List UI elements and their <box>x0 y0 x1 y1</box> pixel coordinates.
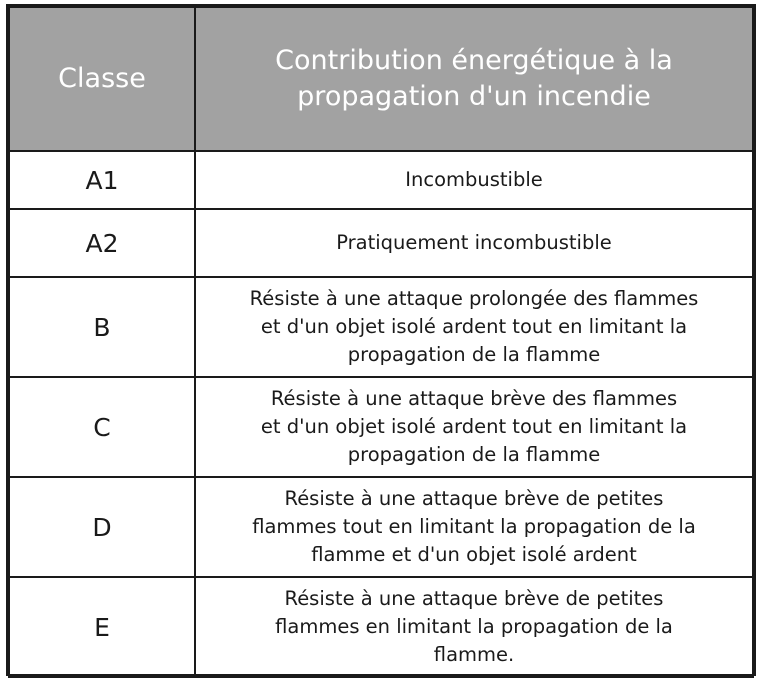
table-row <box>9 151 753 209</box>
header-class: Classe <box>9 7 195 151</box>
description-cell: Pratiquement incombustible <box>195 209 753 277</box>
header-contribution: Contribution énergétique à la propagation d'un incendie <box>195 7 753 151</box>
description-cell: Résiste à une attaque brève de petites flammes tout en limitant la propagation de la flamme et d'un objet isolé ardent <box>195 477 753 577</box>
table-header-row <box>9 7 753 151</box>
table-row <box>9 377 753 477</box>
class-cell: D <box>9 477 195 577</box>
table-row <box>9 209 753 277</box>
fire-classification-table <box>8 6 754 678</box>
description-cell: Résiste à une attaque brève de petites flammes en limitant la propagation de la flamme. <box>195 577 753 677</box>
table-row <box>9 277 753 377</box>
class-cell: E <box>9 577 195 677</box>
description-cell: Incombustible <box>195 151 753 209</box>
table-row <box>9 577 753 677</box>
fire-classification-table-container <box>6 4 756 676</box>
class-cell: C <box>9 377 195 477</box>
class-cell: A1 <box>9 151 195 209</box>
class-cell: A2 <box>9 209 195 277</box>
class-cell: B <box>9 277 195 377</box>
table-row <box>9 477 753 577</box>
description-cell: Résiste à une attaque prolongée des flammes et d'un objet isolé ardent tout en limitant la propagation de la flamme <box>195 277 753 377</box>
description-cell: Résiste à une attaque brève des flammes et d'un objet isolé ardent tout en limitant la propagation de la flamme <box>195 377 753 477</box>
